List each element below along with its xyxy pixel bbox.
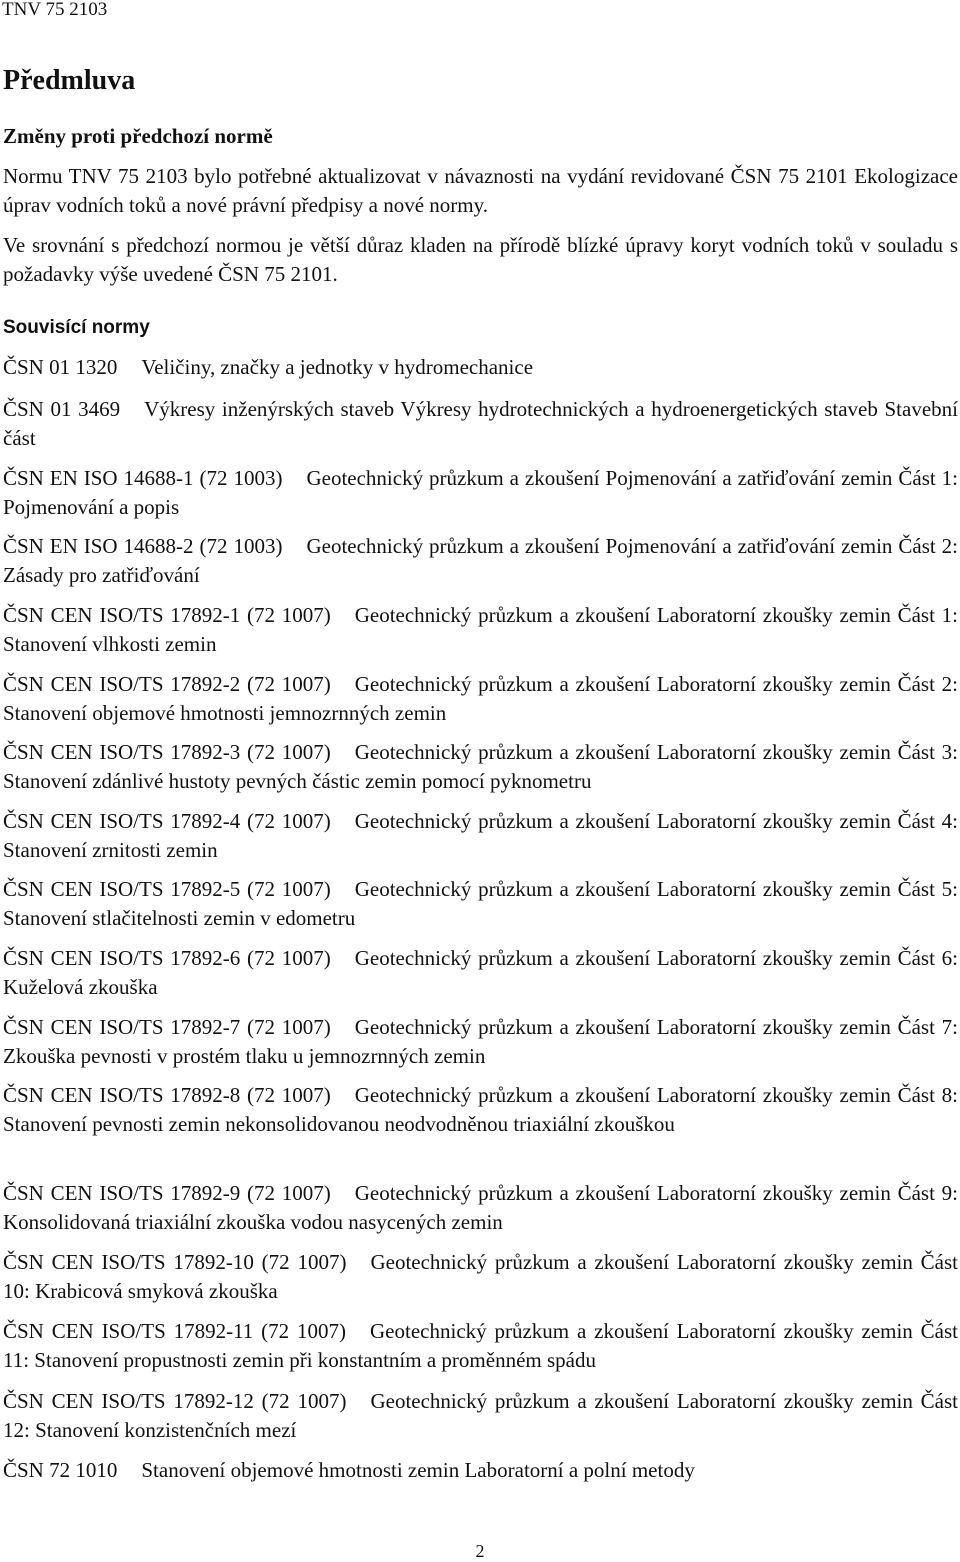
standard-code: ČSN EN ISO 14688-1 (72 1003) bbox=[3, 466, 283, 490]
foreword-heading: Předmluva bbox=[3, 65, 136, 96]
standard-item bbox=[3, 1317, 958, 1374]
standard-code: ČSN 72 1010 bbox=[3, 1458, 118, 1482]
standard-item bbox=[3, 601, 958, 658]
standard-title: Geotechnický průzkum a zkoušení Laboratorní zkoušky zemin Část 9: Konsolidovaná triaxiální zkouška vodou nasycených zemin bbox=[3, 1181, 958, 1234]
page-number: 2 bbox=[475, 1541, 485, 1561]
document-code: TNV 75 2103 bbox=[2, 0, 108, 20]
standard-item bbox=[3, 1456, 958, 1485]
standard-title: Geotechnický průzkum a zkoušení Laboratorní zkoušky zemin Část 4: Stanovení zrnitosti zemin bbox=[3, 809, 958, 862]
standard-title: Geotechnický průzkum a zkoušení Pojmenování a zatřiďování zemin Část 2: Zásady pro zatřiďování bbox=[3, 534, 958, 587]
standard-item bbox=[3, 1248, 958, 1305]
standard-code: ČSN CEN ISO/TS 17892-12 (72 1007) bbox=[3, 1389, 347, 1413]
standard-code: ČSN CEN ISO/TS 17892-1 (72 1007) bbox=[3, 603, 331, 627]
standard-item bbox=[3, 807, 958, 864]
changes-heading: Změny proti předchozí normě bbox=[3, 124, 273, 148]
standard-code: ČSN CEN ISO/TS 17892-5 (72 1007) bbox=[3, 877, 331, 901]
standard-item bbox=[3, 875, 958, 932]
standard-item bbox=[3, 464, 958, 521]
standard-code: ČSN 01 1320 bbox=[3, 355, 118, 379]
standard-code: ČSN CEN ISO/TS 17892-8 (72 1007) bbox=[3, 1083, 331, 1107]
standard-title: Geotechnický průzkum a zkoušení Pojmenování a zatřiďování zemin Část 1: Pojmenování a popis bbox=[3, 466, 958, 519]
standard-item bbox=[3, 1387, 958, 1444]
standard-item bbox=[3, 353, 958, 382]
standard-code: ČSN 01 3469 bbox=[3, 397, 121, 421]
standard-title: Geotechnický průzkum a zkoušení Laboratorní zkoušky zemin Část 2: Stanovení objemové hmotnosti jemnozrnných zemin bbox=[3, 672, 958, 725]
foreword-paragraph: Normu TNV 75 2103 bylo potřebné aktualizovat v návaznosti na vydání revidované ČSN 75 2101 Ekologizace úprav vodních toků a nové právní předpisy a nové normy. bbox=[3, 164, 958, 217]
standard-title: Geotechnický průzkum a zkoušení Laboratorní zkoušky zemin Část 8: Stanovení pevnosti zemin nekonsolidovanou neodvodněnou triaxiální zkouškou bbox=[3, 1083, 958, 1136]
standard-title: Geotechnický průzkum a zkoušení Laboratorní zkoušky zemin Část 12: Stanovení konzistenčních mezí bbox=[3, 1389, 958, 1442]
standard-code: ČSN CEN ISO/TS 17892-4 (72 1007) bbox=[3, 809, 331, 833]
standard-item bbox=[3, 1179, 958, 1236]
standard-code: ČSN CEN ISO/TS 17892-2 (72 1007) bbox=[3, 672, 331, 696]
related-standards-heading: Souvisící normy bbox=[3, 317, 150, 338]
standard-title: Geotechnický průzkum a zkoušení Laboratorní zkoušky zemin Část 5: Stanovení stlačitelnosti zemin v edometru bbox=[3, 877, 958, 930]
standard-item bbox=[3, 395, 958, 452]
standard-code: ČSN CEN ISO/TS 17892-11 (72 1007) bbox=[3, 1319, 347, 1343]
standard-title: Výkresy inženýrských staveb Výkresy hydrotechnických a hydroenergetických staveb Stavební část bbox=[3, 397, 958, 450]
standard-item bbox=[3, 670, 958, 727]
standard-code: ČSN CEN ISO/TS 17892-6 (72 1007) bbox=[3, 946, 331, 970]
standard-item bbox=[3, 532, 958, 589]
standard-title: Geotechnický průzkum a zkoušení Laboratorní zkoušky zemin Část 1: Stanovení vlhkosti zemin bbox=[3, 603, 958, 656]
standard-title: Geotechnický průzkum a zkoušení Laboratorní zkoušky zemin Část 6: Kuželová zkouška bbox=[3, 946, 958, 999]
standard-title: Geotechnický průzkum a zkoušení Laboratorní zkoušky zemin Část 11: Stanovení propustnosti zemin při konstantním a proměnném spádu bbox=[3, 1319, 959, 1372]
standard-code: ČSN EN ISO 14688-2 (72 1003) bbox=[3, 534, 283, 558]
standard-item bbox=[3, 1081, 958, 1138]
standard-item bbox=[3, 738, 958, 795]
standard-title: Veličiny, značky a jednotky v hydromechanice bbox=[141, 355, 534, 379]
standard-code: ČSN CEN ISO/TS 17892-9 (72 1007) bbox=[3, 1181, 331, 1205]
standard-title: Geotechnický průzkum a zkoušení Laboratorní zkoušky zemin Část 10: Krabicová smyková zkouška bbox=[3, 1250, 958, 1303]
standard-title: Geotechnický průzkum a zkoušení Laboratorní zkoušky zemin Část 3: Stanovení zdánlivé hustoty pevných částic zemin pomocí pyknometru bbox=[3, 740, 958, 793]
standard-title: Stanovení objemové hmotnosti zemin Laboratorní a polní metody bbox=[141, 1458, 695, 1482]
standard-code: ČSN CEN ISO/TS 17892-10 (72 1007) bbox=[3, 1250, 347, 1274]
foreword-paragraph: Ve srovnání s předchozí normou je větší důraz kladen na přírodě blízké úpravy koryt vodních toků v souladu s požadavky výše uvedené ČSN 75 2101. bbox=[3, 233, 958, 286]
standard-title: Geotechnický průzkum a zkoušení Laboratorní zkoušky zemin Část 7: Zkouška pevnosti v prostém tlaku u jemnozrnných zemin bbox=[3, 1015, 958, 1068]
standard-code: ČSN CEN ISO/TS 17892-7 (72 1007) bbox=[3, 1015, 331, 1039]
standard-code: ČSN CEN ISO/TS 17892-3 (72 1007) bbox=[3, 740, 331, 764]
standard-item bbox=[3, 1013, 958, 1070]
standard-item bbox=[3, 944, 958, 1001]
